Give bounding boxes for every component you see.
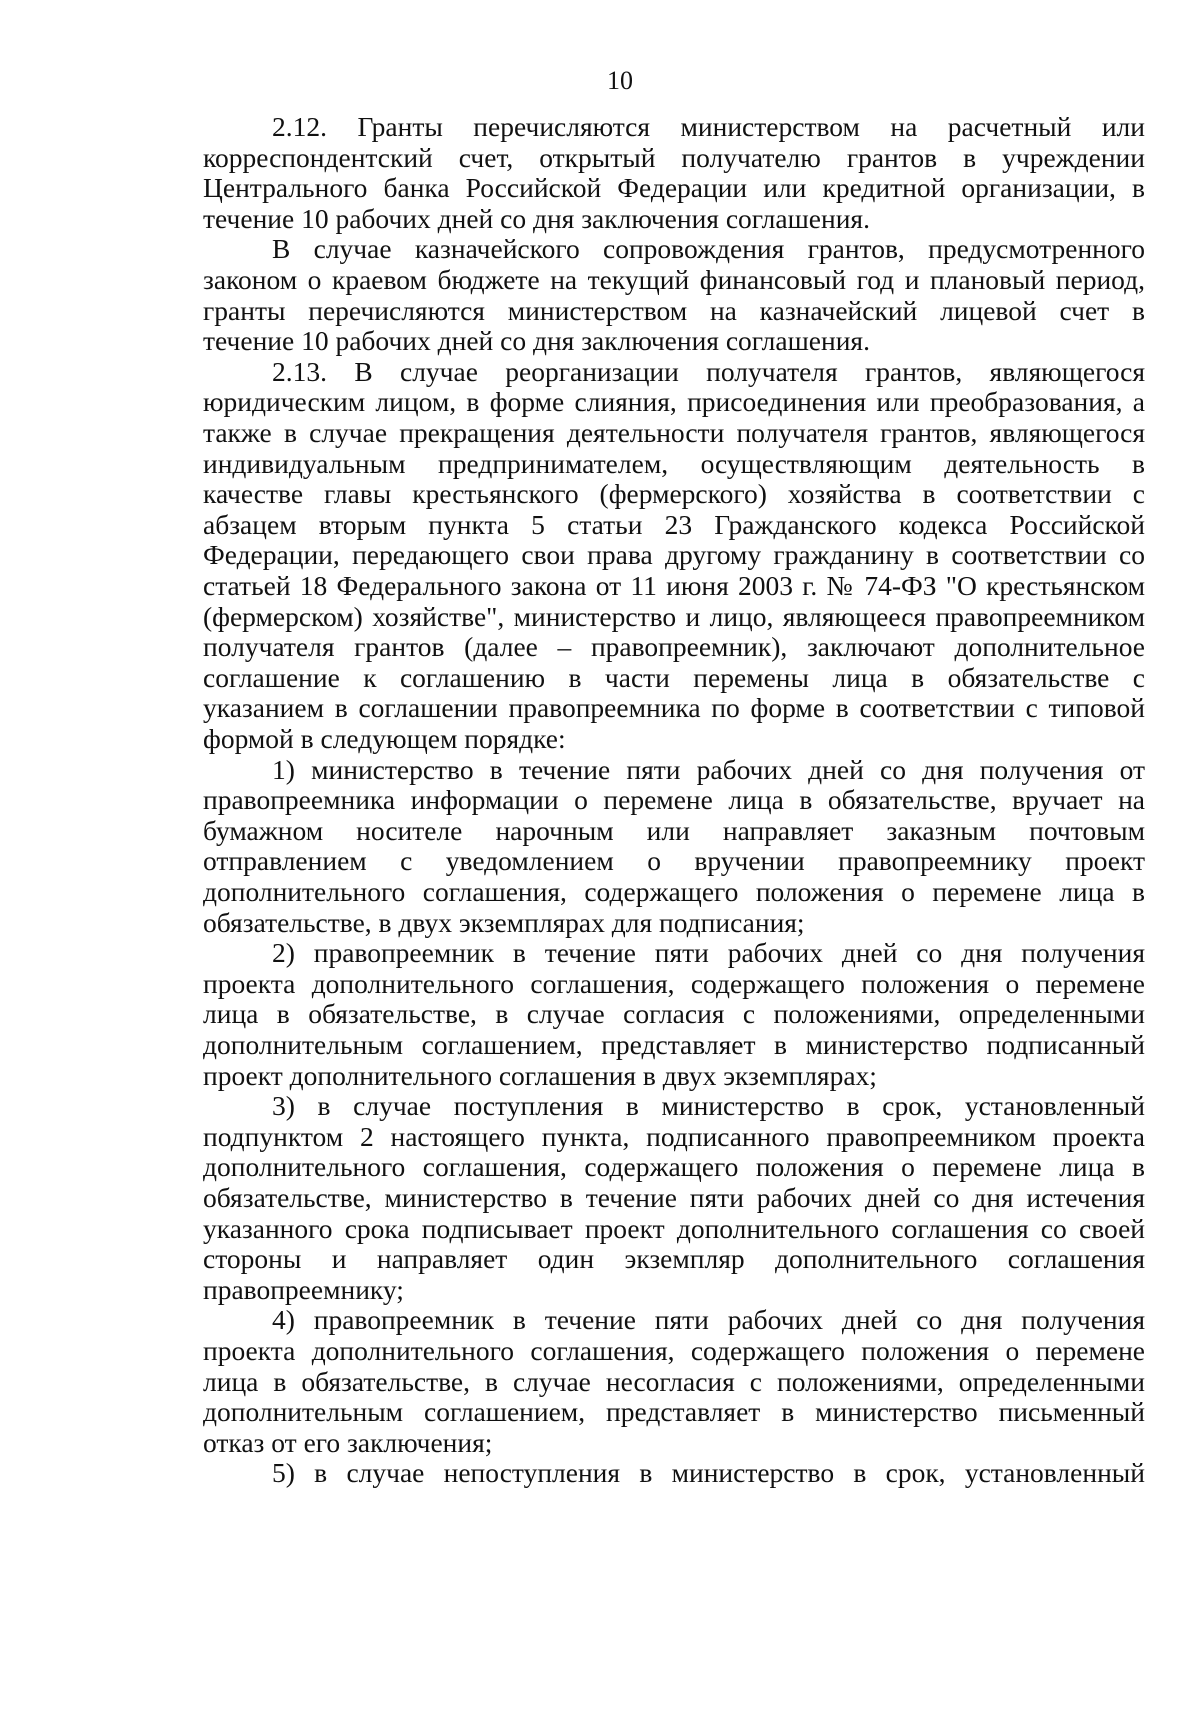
text-line: правопреемника информации о перемене лица в обязательстве, вручает на: [203, 784, 1145, 816]
text-line: правопреемнику;: [203, 1273, 404, 1305]
text-line: также в случае прекращения деятельности получателя грантов, являющегося: [203, 417, 1145, 448]
paragraph-first-line: 3) в случае поступления в министерство в срок, установленный: [272, 1090, 1145, 1122]
text-line: обязательстве, министерство в течение пяти рабочих дней со дня истечения: [203, 1182, 1145, 1213]
text-line: отказ от его заключения;: [203, 1426, 493, 1458]
text-line: стороны и направляет один экземпляр дополнительного соглашения: [203, 1243, 1145, 1275]
paragraph-first-line: 1) министерство в течение пяти рабочих дней со дня получения от: [272, 753, 1145, 785]
text-line: проект дополнительного соглашения в двух экземплярах;: [203, 1059, 877, 1091]
text-line: Федерации, передающего свои права другому гражданину в соответствии со: [203, 539, 1145, 571]
text-line: лица в обязательстве, в случае согласия с положениями, определенными: [203, 998, 1145, 1030]
text-line: отправлением с уведомлением о вручении правопреемнику проект: [203, 845, 1145, 877]
text-line: законом о краевом бюджете на текущий финансовый год и плановый период,: [203, 264, 1145, 295]
text-line: подпунктом 2 настоящего пункта, подписанного правопреемником проекта: [203, 1120, 1145, 1152]
text-line: бумажном носителе нарочным или направляет заказным почтовым: [203, 814, 1145, 846]
text-line: качестве главы крестьянского (фермерского) хозяйства в соответствии с: [203, 478, 1145, 510]
text-line: абзацем вторым пункта 5 статьи 23 Гражданского кодекса Российской: [203, 508, 1145, 540]
text-line: статьей 18 Федерального закона от 11 июня 2003 г. № 74-ФЗ "О крестьянском: [203, 570, 1145, 601]
text-line: лица в обязательстве, в случае несогласия с положениями, определенными: [203, 1365, 1145, 1397]
text-line: индивидуальным предпринимателем, осуществляющим деятельность в: [203, 447, 1145, 479]
text-line: течение 10 рабочих дней со дня заключения соглашения.: [203, 325, 870, 357]
paragraph-first-line: 4) правопреемник в течение пяти рабочих дней со дня получения: [272, 1304, 1145, 1336]
paragraph-first-line: 2.12. Гранты перечисляются министерством на расчетный или: [272, 111, 1145, 142]
text-line: формой в следующем порядке:: [203, 723, 566, 754]
text-line: течение 10 рабочих дней со дня заключения соглашения.: [203, 202, 870, 234]
text-line: корреспондентский счет, открытый получателю грантов в учреждении: [203, 141, 1145, 173]
text-line: дополнительным соглашением, представляет в министерство письменный: [203, 1396, 1145, 1428]
text-line: юридическим лицом, в форме слияния, присоединения или преобразования, а: [203, 386, 1145, 418]
text-line: указанного срока подписывает проект дополнительного соглашения со своей: [203, 1212, 1145, 1244]
text-line: проекта дополнительного соглашения, содержащего положения о перемене: [203, 967, 1145, 999]
text-line: обязательстве, в двух экземплярах для подписания;: [203, 906, 805, 938]
text-line: (фермерском) хозяйстве", министерство и лицо, являющееся правопреемником: [203, 600, 1145, 632]
text-line: получателя грантов (далее – правопреемник), заключают дополнительное: [203, 631, 1145, 663]
text-line: соглашение к соглашению в части перемены лица в обязательстве с: [203, 661, 1145, 693]
paragraph-first-line: В случае казначейского сопровождения грантов, предусмотренного: [272, 233, 1145, 265]
paragraph-first-line: 2) правопреемник в течение пяти рабочих дней со дня получения: [272, 937, 1145, 969]
paragraph-first-line: 2.13. В случае реорганизации получателя грантов, являющегося: [272, 355, 1145, 387]
text-line: гранты перечисляются министерством на казначейский лицевой счет в: [203, 294, 1145, 326]
text-line: Центрального банка Российской Федерации или кредитной организации, в: [203, 172, 1145, 204]
text-line: проекта дополнительного соглашения, содержащего положения о перемене: [203, 1335, 1145, 1366]
text-line: дополнительного соглашения, содержащего положения о перемене лица в: [203, 1151, 1145, 1183]
text-line: дополнительным соглашением, представляет в министерство подписанный: [203, 1029, 1145, 1060]
paragraph-first-line: 5) в случае непоступления в министерство в срок, установленный: [272, 1457, 1145, 1489]
text-line: дополнительного соглашения, содержащего положения о перемене лица в: [203, 876, 1145, 907]
page-number: 10: [607, 66, 633, 95]
text-line: указанием в соглашении правопреемника по форме в соответствии с типовой: [203, 692, 1145, 724]
